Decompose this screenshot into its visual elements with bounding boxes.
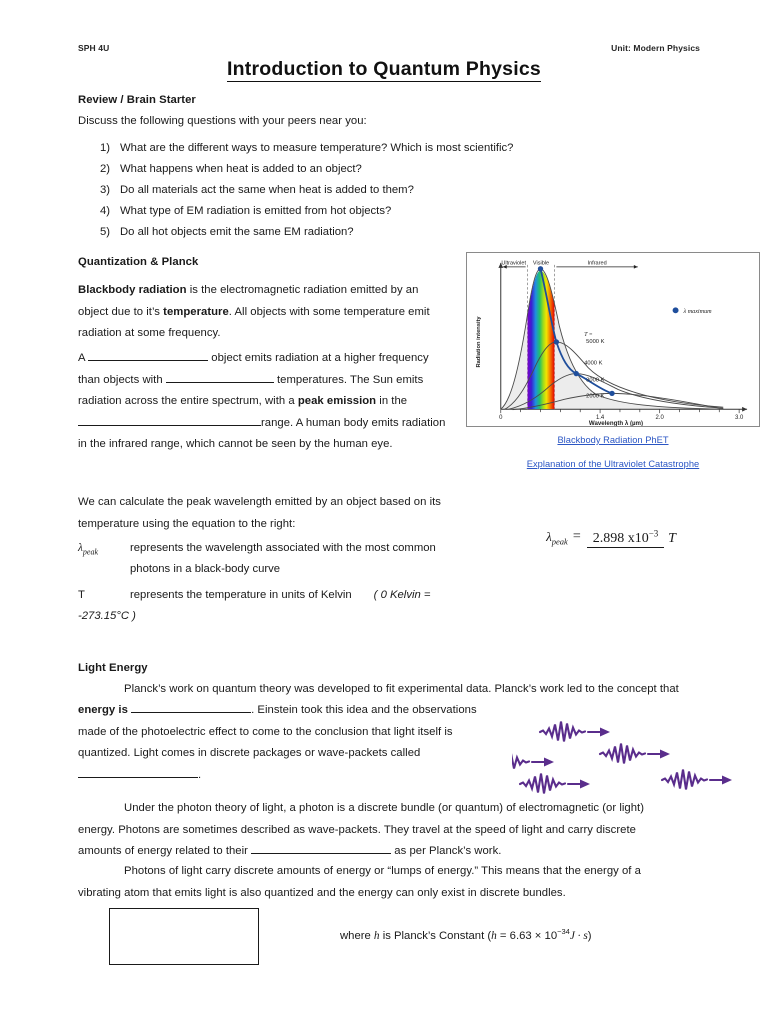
wave-packets-svg: [512, 700, 760, 796]
list-item: [88, 222, 648, 243]
equation-lhs-subscript: peak: [551, 536, 568, 547]
chart-svg: [467, 253, 759, 426]
unit-label: Unit: Modern Physics: [611, 43, 700, 53]
series-label-5000K-T: T =: [584, 332, 593, 339]
list-item: [88, 180, 648, 201]
chart-y-axis-label: Radiation intensity: [475, 316, 482, 368]
pn-close: ): [587, 929, 592, 942]
fill-blank-paragraph: [78, 348, 450, 456]
pn-mid: is Planck’s Constant (: [379, 929, 492, 942]
review-intro: Discuss the following questions with your peers near you:: [78, 115, 367, 127]
list-item: [88, 201, 648, 222]
peak-wavelength-paragraph: We can calculate the peak wavelength emitted by an object based on its temperature using the equation to the right:: [78, 496, 441, 530]
equation-numerator-exponent: −3: [648, 528, 659, 538]
series-label-3000K: 3000 K: [586, 377, 605, 384]
blackbody-paragraph: [78, 280, 450, 345]
question-text: What type of EM radiation is emitted from hot objects?: [120, 205, 392, 217]
lambda-peak-subscript: peak: [82, 547, 99, 557]
blank-field-4[interactable]: [131, 701, 251, 713]
light-energy-heading: Light Energy: [78, 662, 148, 674]
wave-packet-5: [662, 770, 732, 790]
fb-text-c: temperatures. The Sun emits radiation across the entire spectrum, with a: [78, 373, 424, 407]
series-label-5000K: 5000 K: [586, 338, 605, 345]
T-definition-note: ( 0 Kelvin = -273.15°C ): [78, 589, 431, 622]
link-blackbody-radiation-phet[interactable]: Blackbody Radiation PhET: [557, 435, 669, 445]
equation-answer-box[interactable]: [109, 908, 259, 965]
temperature-term: temperature: [163, 305, 229, 318]
wien-displacement-equation: [496, 528, 726, 547]
page-title: [0, 58, 768, 81]
wave-packet-4: [520, 774, 590, 794]
link-ultraviolet-catastrophe[interactable]: Explanation of the Ultraviolet Catastrophe: [526, 459, 700, 469]
T-definition-text: represents the temperature in units of Kelvin: [130, 589, 352, 601]
equation-denominator: T: [668, 530, 676, 546]
equation-equals-sign: =: [572, 529, 581, 545]
photon-theory-paragraph: [78, 798, 682, 863]
T-symbol: T: [78, 589, 85, 601]
energy-is-term: energy is: [78, 704, 128, 716]
fb-text-e: range. A human body emits radiation in the infrared range, which cannot be seen by the human eye.: [78, 416, 446, 450]
lambda-max-point-4000K: [554, 339, 559, 344]
x-axis-arrow-icon: [742, 407, 747, 412]
legend-marker-icon: [673, 307, 679, 313]
lambda-peak-symbol: $\lambda_{peak}$: [78, 542, 99, 557]
blackbody-text-1: is the electromagnetic radiation emitted by an object due to it’s: [78, 284, 419, 318]
blank-field-6[interactable]: [251, 842, 391, 854]
review-question-list: [88, 138, 648, 243]
legend-label-lambda-maximum: λ maximum: [683, 308, 712, 315]
pt-text-b: as per Planck’s work.: [391, 845, 502, 857]
wave-packet-2: [512, 752, 554, 772]
series-label-4000K: 4000 K: [584, 360, 603, 367]
temperature-definition: [78, 585, 458, 627]
light-energy-paragraph-1-rest: [78, 700, 478, 786]
wave-packet-3: [600, 744, 670, 764]
lambda-definition-text: represents the wavelength associated with the most common photons in a black-body curve: [130, 542, 436, 575]
question-number: 2): [99, 163, 110, 175]
wave-packet-illustration: [512, 700, 760, 796]
lambda-max-point-2000K: [609, 391, 614, 396]
x-tick-label-1-4: 1.4: [595, 415, 605, 422]
blank-field-2[interactable]: [166, 371, 274, 383]
blank-field-1[interactable]: [88, 349, 208, 361]
question-number: 3): [99, 184, 110, 196]
blackbody-spectrum-chart: [466, 252, 760, 427]
chart-x-ticks: [501, 409, 739, 413]
equation-numerator-text: 2.898 x10: [592, 530, 649, 546]
question-number: 4): [99, 205, 110, 217]
fb-text-d: in the: [376, 395, 408, 407]
fb-text-b: object emits radiation at a higher frequency than objects with: [78, 352, 429, 386]
list-item: [88, 159, 648, 180]
lambda-max-point-5000K: [538, 266, 543, 271]
lambda-max-point-3000K: [574, 371, 579, 376]
band-label-visible: Visible: [532, 260, 550, 267]
equation-lhs: $\lambda_{peak}$: [546, 528, 568, 547]
lumps-of-energy-paragraph: Photons of light carry discrete amounts of energy or “lumps of energy.” This means that the energy of a vibrating atom that emits light is also quantized and the energy can only exist in discrete bundles.: [78, 865, 641, 899]
peak-emission-term: peak emission: [297, 395, 377, 407]
pn-pre: where: [340, 929, 374, 942]
fb-text-a: A: [78, 352, 89, 364]
pt-text-a: Under the photon theory of light, a photon is a discrete bundle (or quantum) of electromagnetic (or light) energy. Photons are sometimes described as wave-packets. They travel at the speed of light and carry discrete amounts of energy related to their: [78, 802, 644, 857]
question-text: Do all materials act the same when heat is added to them?: [120, 184, 414, 196]
pn-value: = 6.63 × 10: [496, 929, 558, 942]
question-number: 5): [99, 226, 110, 238]
pn-h-symbol-2: h: [491, 929, 497, 942]
blank-field-3[interactable]: [78, 414, 261, 426]
pn-h-symbol: h: [373, 929, 380, 942]
light-energy-paragraph-1-line1: [78, 679, 682, 701]
question-text: What happens when heat is added to an object?: [120, 163, 362, 175]
pn-units: J · s: [569, 929, 588, 942]
equation-fraction: [587, 528, 676, 547]
wave-packet-1: [540, 722, 610, 742]
x-tick-label-3-0: 3.0: [734, 415, 744, 422]
quantization-heading: Quantization & Planck: [78, 256, 199, 268]
list-item: [88, 138, 648, 159]
le-text-a: Planck’s work on quantum theory was developed to fit experimental data. Planck’s work led to the concept that: [124, 683, 679, 695]
series-label-2000K: 2000 K: [586, 393, 605, 400]
blackbody-text-2: . All objects with some temperature emit radiation at some frequency.: [78, 305, 430, 339]
band-label-ultraviolet: Ultraviolet: [501, 260, 527, 267]
pn-exponent: −34: [557, 927, 570, 936]
blank-field-5[interactable]: [78, 766, 198, 778]
planck-constant-note: [340, 927, 592, 942]
band-label-infrared: Infrared: [587, 260, 607, 267]
equation-numerator: [587, 528, 665, 548]
review-heading: Review / Brain Starter: [78, 94, 196, 106]
chart-x-axis-label: Wavelength λ (µm): [588, 420, 644, 426]
x-tick-label-0: 0: [499, 415, 503, 422]
x-tick-label-2-0: 2.0: [655, 415, 664, 422]
le-text-d: .: [198, 768, 202, 781]
page-title-text: Introduction to Quantum Physics: [227, 58, 541, 80]
question-number: 1): [99, 142, 110, 154]
course-code: SPH 4U: [78, 43, 110, 53]
question-text: What are the different ways to measure temperature? Which is most scientific?: [120, 142, 514, 154]
question-text: Do all hot objects emit the same EM radiation?: [120, 226, 354, 238]
blackbody-term: Blackbody radiation: [78, 284, 187, 296]
lambda-definition: [78, 538, 458, 580]
le-text-c: . Einstein took this idea and the observations made of the photoelectric effect to come to the conclusion that light itself is quantized. Light comes in discrete packages or wave-packets called: [78, 704, 477, 759]
